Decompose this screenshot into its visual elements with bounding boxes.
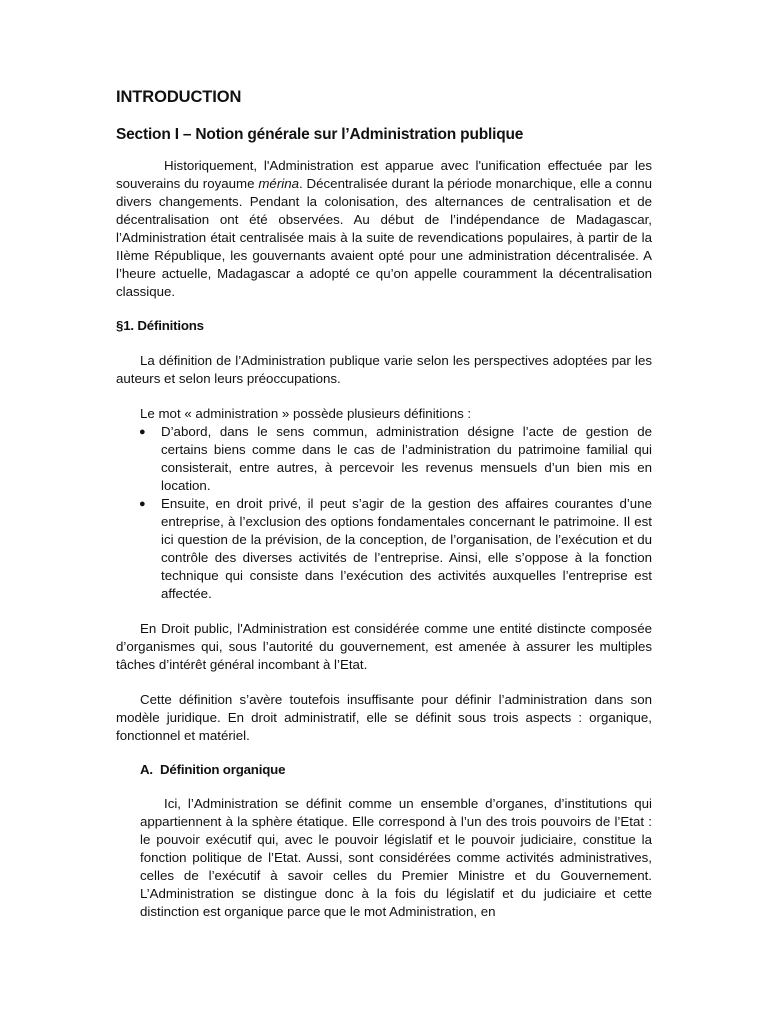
definitions-intro-paragraph: La définition de l’Administration publique varie selon les perspectives adoptées par les auteurs et selon leurs préoccupations.	[116, 353, 652, 386]
public-law-paragraph: En Droit public, l'Administration est considérée comme une entité distincte composée d’organismes qui, sous l’autorité du gouvernement, est amenée à assurer les multiples tâches d’intérêt général incombant à l’Etat.	[116, 621, 652, 672]
insufficient-definition-paragraph: Cette définition s’avère toutefois insuffisante pour définir l’administration dans son modèle juridique. En droit administratif, elle se définit sous trois aspects : organique, fonctionnel et matériel.	[116, 692, 652, 743]
bullet-icon: ●	[139, 426, 146, 438]
word-definitions-lead: Le mot « administration » possède plusieurs définitions :	[140, 406, 472, 421]
definitions-bullet-list	[116, 423, 652, 603]
heading-letter: A.	[140, 762, 153, 777]
intro-paragraph	[116, 157, 652, 301]
organic-definition-body	[116, 795, 652, 921]
list-item	[116, 423, 652, 495]
subsection-title: §1. Définitions	[116, 318, 204, 333]
heading-text: Définition organique	[160, 762, 286, 777]
organic-definition-heading	[116, 762, 652, 777]
intro-text-end: . Décentralisée durant la période monarchique, elle a connu divers changements. Pendant la colonisation, des alternances de centralisation et de décentralisation ont été observées. Au début de l’indépendance de Madagascar, l’Administration était centralisée mais à la suite de revendications populaires, à partir de la IIème République, les gouvernants avaient opté pour une administration décentralisée. A l’heure actuelle, Madagascar a adopté ce qu’on appelle couramment la décentralisation classique.	[116, 176, 652, 299]
section-title: Section I – Notion générale sur l’Administration publique	[116, 126, 524, 143]
intro-text-start: Historiquement, l'Administration est apparue avec l'unification effectuée par les souverains du royaume	[116, 158, 652, 191]
organic-paragraph: Ici, l’Administration se définit comme un ensemble d’organes, d’institutions qui appartiennent à la sphère étatique. Elle correspond à l’un des trois pouvoirs de l’Etat : le pouvoir exécutif qui, avec le pouvoir législatif et le pouvoir judiciaire, constitue la fonction politique de l’Etat. Aussi, sont considérées comme activités administratives, celles de l’exécutif à savoir celles du Premier Ministre et du Gouvernement. L’Administration se distingue donc à la fois du législatif et du judiciaire et cette distinction est organique parce que le mot Administration, en	[140, 796, 652, 919]
list-item	[116, 495, 652, 603]
intro-italic-word: mérina	[258, 176, 299, 191]
bullet-icon: ●	[139, 498, 146, 510]
bullet-text: D’abord, dans le sens commun, administration désigne l’acte de gestion de certains biens comme dans le cas de l’administration du patrimoine familial qui consisterait, entre autres, à percevoir les revenus mensuels d’un bien mis en location.	[161, 424, 652, 493]
bullet-text: Ensuite, en droit privé, il peut s’agir de la gestion des affaires courantes d’une entreprise, à l’exclusion des options fondamentales concernant le patrimoine. Il est ici question de la prévision, de la conception, de l’organisation, de l’exécution et du contrôle des diverses activités de l’entreprise. Ainsi, elle s’oppose à la fonction technique qui consiste dans l’exécution des activités auxquelles l’entreprise est affectée.	[161, 496, 652, 601]
document-title: INTRODUCTION	[116, 88, 242, 106]
document-page	[116, 88, 652, 921]
